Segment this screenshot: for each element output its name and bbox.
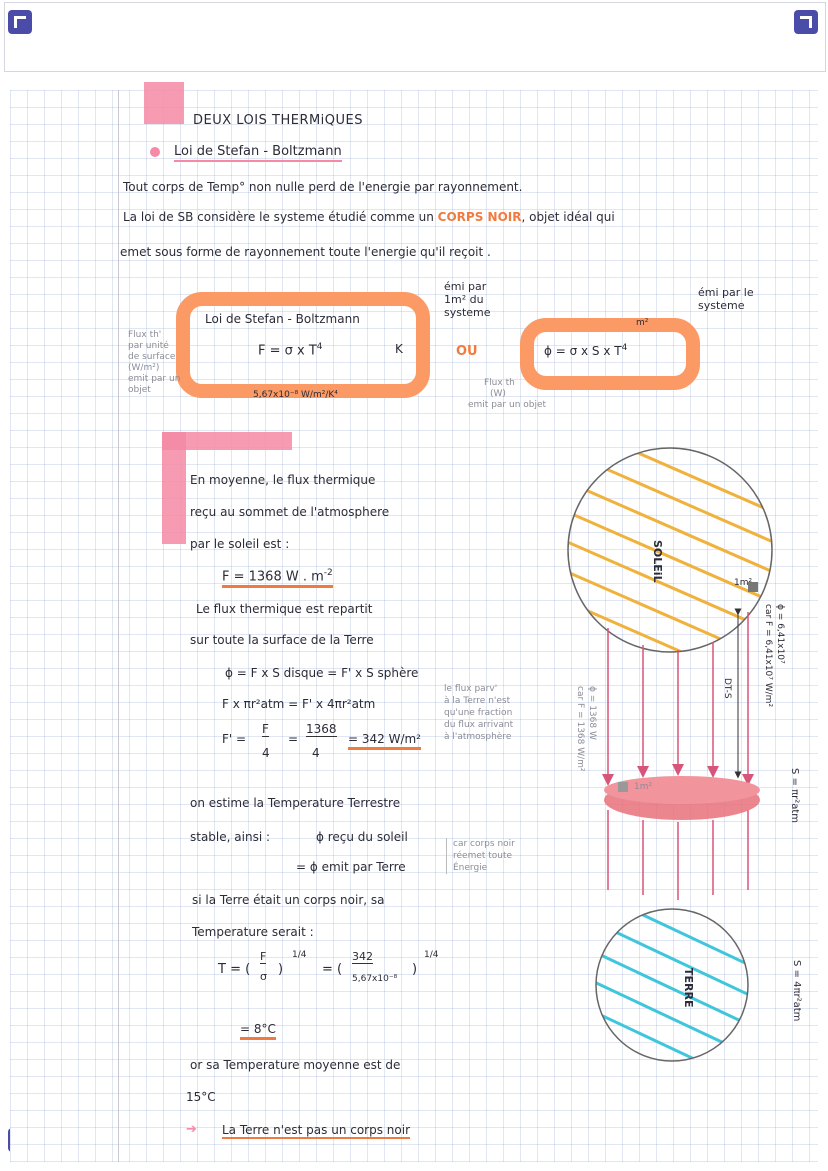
box2-formula-text: ϕ = σ x S x T [544,344,622,358]
t-eq: = ( [322,962,343,977]
t-exp-2: 1/4 [424,950,439,960]
brace-note-line: réemet toute [453,851,513,861]
sun-small-label: 1m² [734,578,753,588]
flux-eq3-result: = 342 W/m² [348,732,421,750]
temp-line-6: 15°C [186,1090,216,1104]
box1-formula-text: F = σ x T [258,343,317,359]
phi-emit: = ϕ emit par Terre [296,860,406,874]
t-formula-left: T = ( [218,962,251,977]
flux-side-note-line: à l'atmosphère [444,732,512,742]
box2-top-note-line: systeme [698,299,745,312]
box2-top-note-line: émi par le [698,286,754,299]
flux-F-exp: -2 [323,568,333,578]
disc-side-note [574,686,598,772]
frac1-numerator: F [262,722,269,736]
s-sphere-label: S = 4πr²atm [791,960,802,1022]
t-frac1-den: σ [260,970,267,983]
disc-patch [618,782,628,792]
arrow-right-icon: ➔ [186,1122,197,1137]
t-exp-1: 1/4 [292,950,307,960]
disc-side-note-line: ϕ = 1368 W [587,686,597,740]
box1-left-note-line: (W/m²) [128,363,160,373]
flux-eq-1: ϕ = F x S disque = F' x S sphère [225,666,419,680]
flux-side-note-line: du flux arrivant [444,720,514,730]
box2-exponent: 4 [621,343,628,353]
disc-side-note-line: car F = 1368 W/m² [575,686,585,772]
frac1-denominator: 4 [262,746,270,760]
intro-line-3: emet sous forme de rayonnement toute l'energie qu'il reçoit . [120,245,491,259]
flux-F-value-text: F = 1368 W . m [222,569,324,585]
temp-line-1: on estime la Temperature Terrestre [190,796,401,810]
sun-rays [608,612,748,900]
section-title: DEUX LOIS THERMiQUES [193,113,364,128]
sigma-value: 5,67x10⁻⁸ W/m²/K⁴ [253,390,338,400]
frac2-numerator: 1368 [306,722,337,736]
box1-left-note-line: objet [128,385,151,395]
box1-left-note-line: Flux th' [128,330,162,340]
phi-recu: ϕ reçu du soleil [316,830,408,844]
flux-line-5: sur toute la surface de la Terre [190,633,374,647]
box1-left-note-line: emit par un [128,374,181,384]
sun-note-line: ϕ = 6,41x10⁷ [775,604,785,664]
flux-line-3: par le soleil est : [190,537,290,551]
ou-label: OU [456,344,478,359]
flux-side-note-line: le flux parv' [444,684,498,694]
box2-m2-label: m² [636,318,649,328]
sun-note [762,604,786,707]
box2-left-note-line: (W) [490,389,506,399]
brace-note-line: car corps noir [453,839,515,849]
disc-label: 1m² [634,782,653,792]
flux-eq3-left: F' = [222,732,247,746]
box1-right-note-line: émi par [444,280,487,293]
temp-line-4: Temperature serait : [192,925,314,939]
flux-line-4: Le flux thermique est repartit [196,602,373,616]
corps-noir-highlight: CORPS NOIR [437,210,522,224]
flux-line-1: En moyenne, le flux thermique [190,473,376,487]
t-close-paren-1: ) [278,962,284,977]
dts-label: DT-S [722,678,732,699]
t-frac2-den: 5,67x10⁻⁸ [352,974,398,984]
box1-k-label: K [395,342,403,356]
box1-right-note-line: systeme [444,306,491,319]
flux-side-note-line: à la Terre n'est [444,696,511,706]
box2-left-note-line: Flux th [484,378,515,388]
box1-title: Loi de Stefan - Boltzmann [205,312,360,326]
flux-eq-2: F x πr²atm = F' x 4πr²atm [222,697,376,711]
s-disc-label: S = πr²atm [789,768,800,824]
t-frac1-num: F [260,950,267,963]
sun-circle [568,448,772,652]
sun-label: SOLEiL [651,540,664,583]
earth-label: TERRE [682,968,695,1008]
box2-left-note-line: emit par un objet [468,400,547,410]
t-result: = 8°C [240,1022,276,1040]
conclusion: La Terre n'est pas un corps noir [222,1123,411,1137]
intro-line-2a: La loi de SB considère le systeme étudié comme un [123,210,438,224]
sun-note-line: car F = 6,41x10⁷ W/m² [763,604,773,708]
subsection-title: Loi de Stefan - Boltzmann [174,144,342,162]
t-frac2-num: 342 [352,950,373,963]
intro-line-2b: , objet idéal qui [521,210,615,224]
brace-note-line: Énergie [453,863,488,873]
flux-eq-sign: = [288,732,299,746]
earth-hatching [590,860,760,1090]
box1-right-note-line: 1m² du [444,293,484,306]
t-close-paren-2: ) [412,962,418,977]
box1-left-note-line: de surface [128,352,176,362]
box1-left-note-line: par unité [128,341,169,351]
intro-line-1: Tout corps de Temp° non nulle perd de l'energie par rayonnement. [123,180,523,194]
box1-exponent: 4 [316,342,323,352]
temp-line-3: si la Terre était un corps noir, sa [192,893,385,907]
temp-line-5: or sa Temperature moyenne est de [190,1058,401,1072]
flux-line-2: reçu au sommet de l'atmosphere [190,505,390,519]
temp-line-2: stable, ainsi : [190,830,271,844]
flux-side-note-line: qu'une fraction [444,708,513,718]
frac2-denominator: 4 [312,746,320,760]
